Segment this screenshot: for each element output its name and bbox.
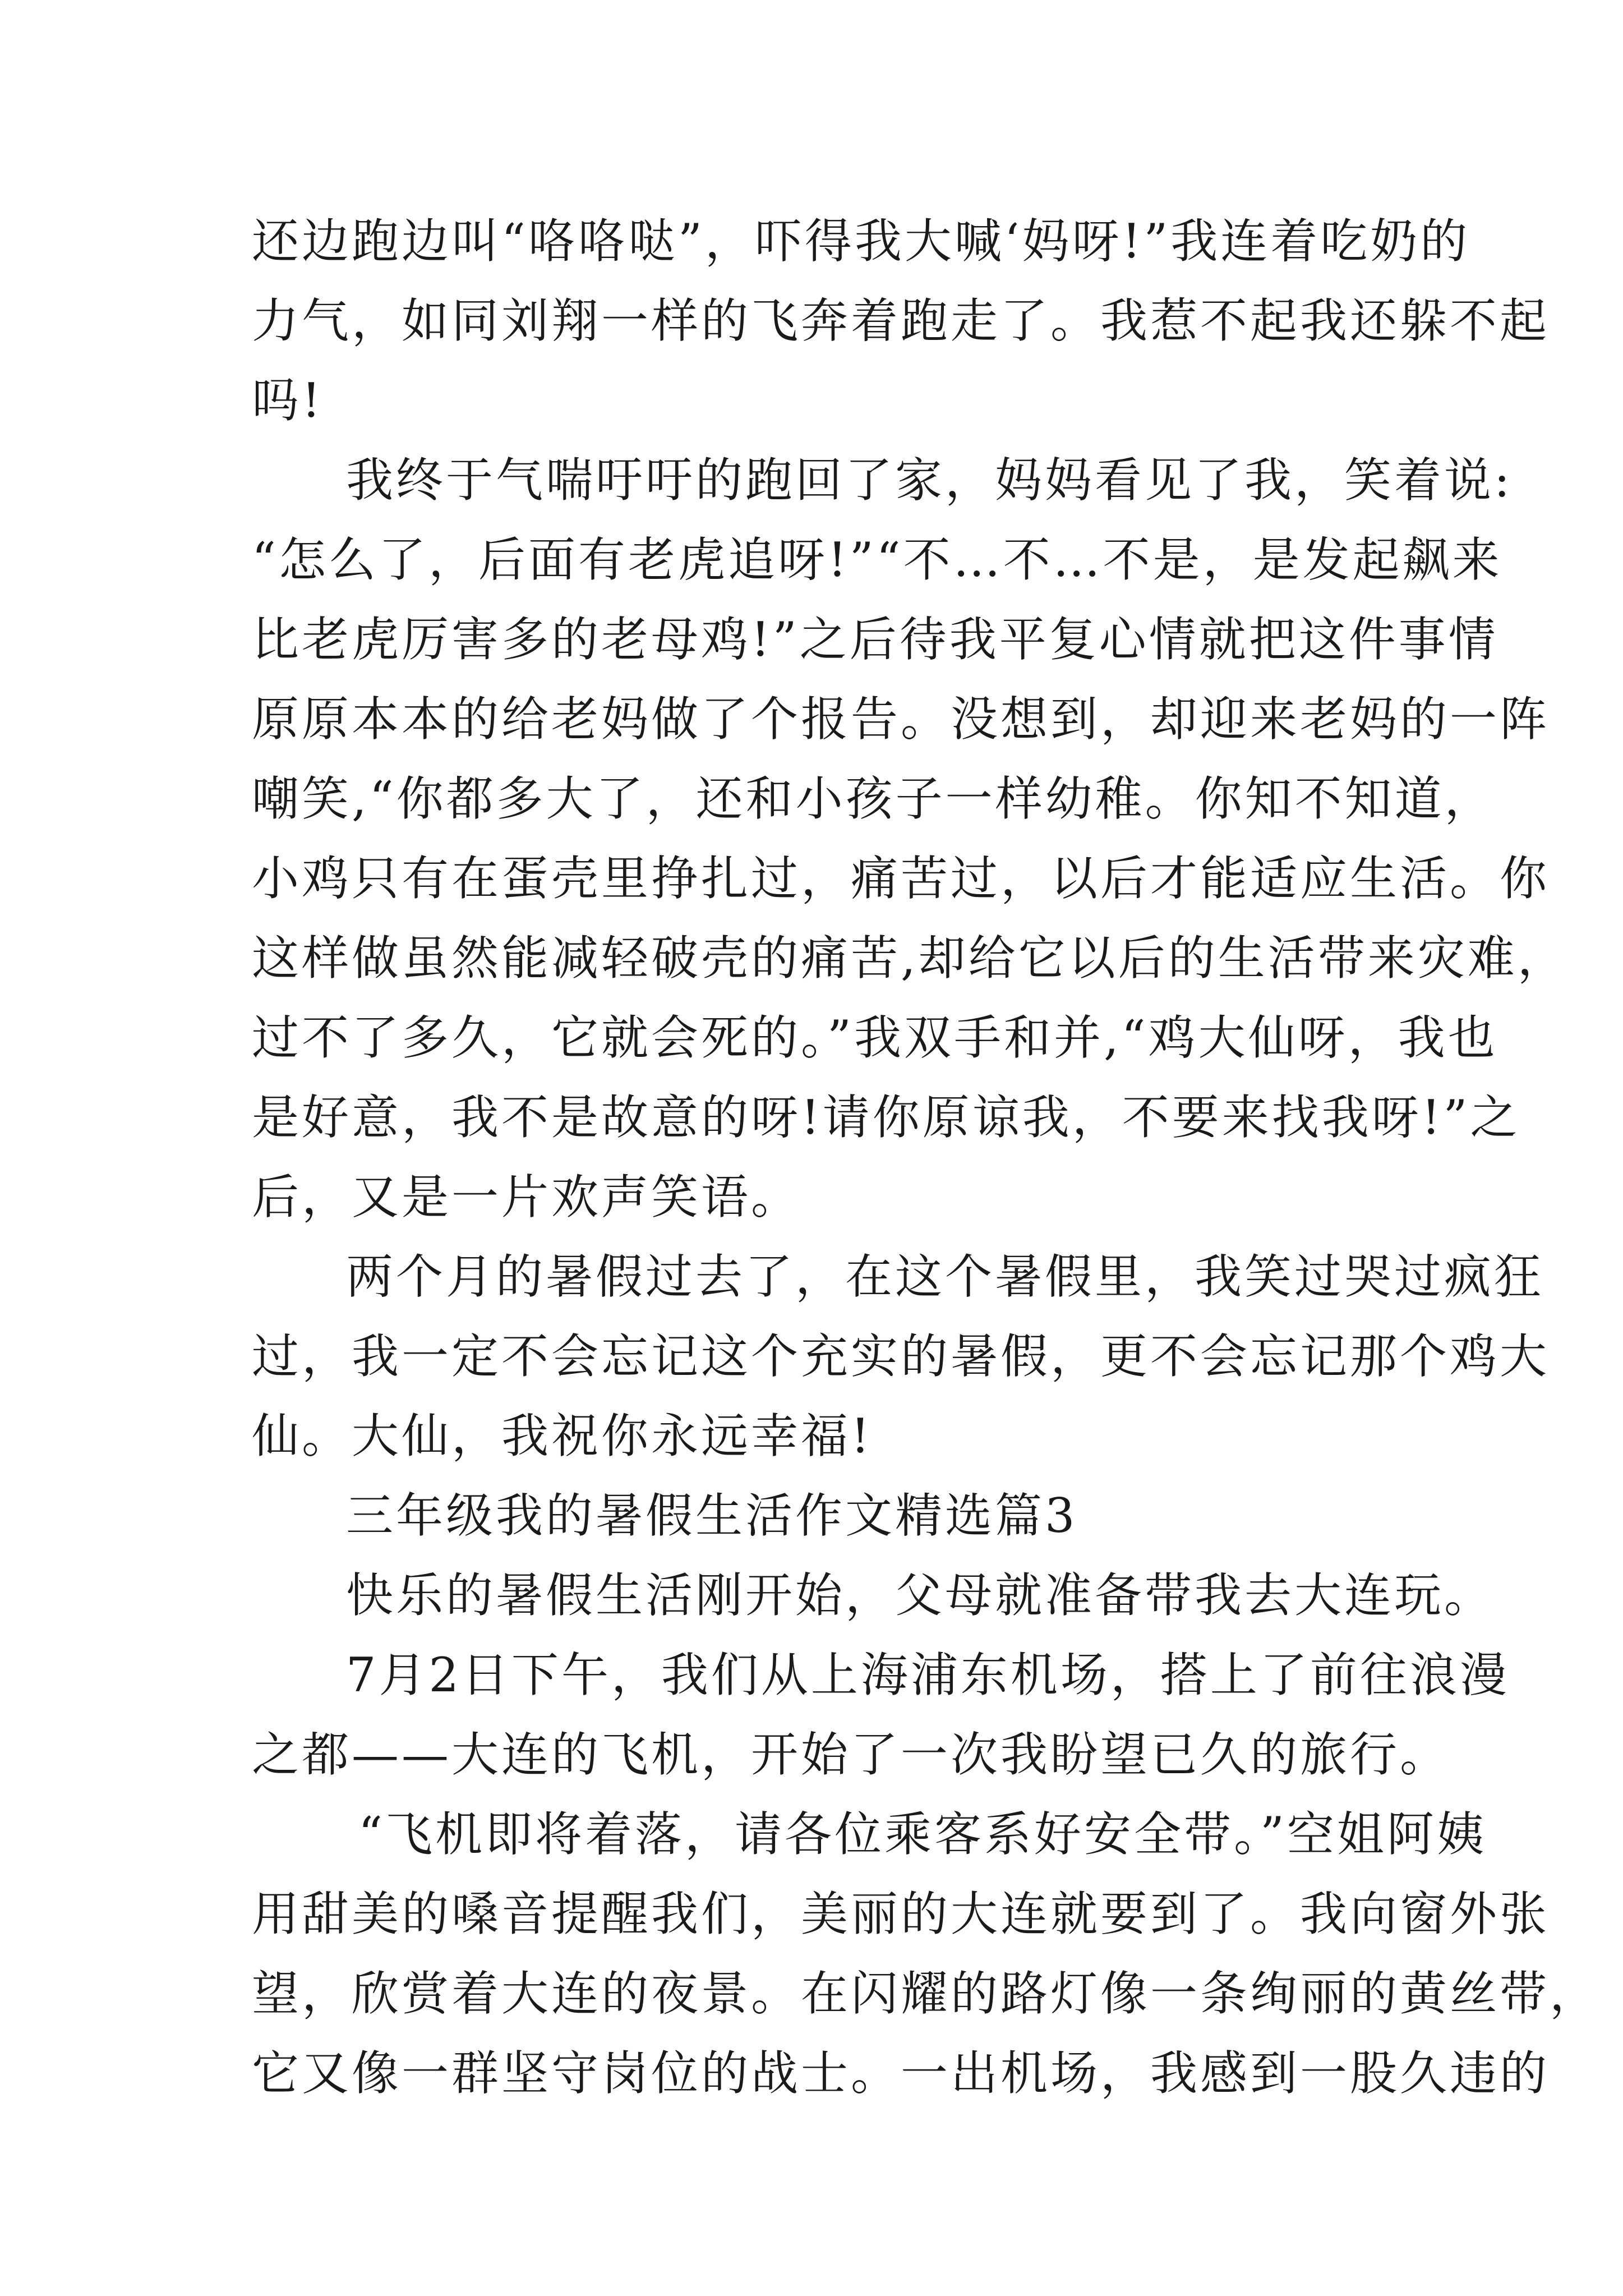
paragraph-first-line: “飞机即将着落，请各位乘客系好安全带。”空姐阿姨 — [358, 1807, 1487, 1862]
text-line: “怎么了，后面有老虎追呀!”“不…不…不是，是发起飙来 — [252, 532, 1502, 587]
paragraph-first-line: 两个月的暑假过去了，在这个暑假里，我笑过哭过疯狂 — [346, 1249, 1544, 1304]
text-line: 嘲笑,“你都多大了，还和小孩子一样幼稚。你知不知道， — [252, 771, 1495, 826]
text-line: 小鸡只有在蛋壳里挣扎过，痛苦过，以后才能适应生活。你 — [252, 851, 1550, 906]
text-line: 原原本本的给老妈做了个报告。没想到，却迎来老妈的一阵 — [252, 692, 1550, 747]
text-line: 之都——大连的飞机，开始了一次我盼望已久的旅行。 — [252, 1727, 1450, 1782]
text-line: 力气，如同刘翔一样的飞奔着跑走了。我惹不起我还躲不起 — [252, 293, 1550, 348]
text-line: 比老虎厉害多的老母鸡!”之后待我平复心情就把这件事情 — [252, 612, 1498, 667]
text-line: 用甜美的嗓音提醒我们，美丽的大连就要到了。我向窗外张 — [252, 1887, 1550, 1941]
paragraph-first-line: 7月2日下午，我们从上海浦东机场，搭上了前往浪漫 — [346, 1648, 1510, 1703]
text-line: 望，欣赏着大连的夜景。在闪耀的路灯像一条绚丽的黄丝带， — [252, 1966, 1600, 2021]
text-line: 是好意，我不是故意的呀!请你原谅我，不要来找我呀!”之 — [252, 1090, 1520, 1145]
text-line: 过，我一定不会忘记这个充实的暑假，更不会忘记那个鸡大 — [252, 1329, 1550, 1384]
text-line: 吗! — [252, 373, 324, 428]
text-line: 它又像一群坚守岗位的战士。一出机场，我感到一股久违的 — [252, 2046, 1550, 2101]
text-line: 这样做虽然能减轻破壳的痛苦,却给它以后的生活带来灾难， — [252, 931, 1567, 986]
text-line: 还边跑边叫“咯咯哒”，吓得我大喊‘妈呀!”我连着吃奶的 — [252, 214, 1470, 269]
text-line: 仙。大仙，我祝你永远幸福! — [252, 1409, 873, 1464]
section-heading: 三年级我的暑假生活作文精选篇3 — [346, 1488, 1078, 1543]
paragraph-first-line: 我终于气喘吁吁的跑回了家，妈妈看见了我，笑着说: — [346, 453, 1513, 508]
paragraph-first-line: 快乐的暑假生活刚开始，父母就准备带我去大连玩。 — [346, 1568, 1495, 1623]
text-line: 过不了多久，它就会死的。”我双手和并,“鸡大仙呀，我也 — [252, 1010, 1498, 1065]
text-line: 后，又是一片欢声笑语。 — [252, 1170, 801, 1225]
